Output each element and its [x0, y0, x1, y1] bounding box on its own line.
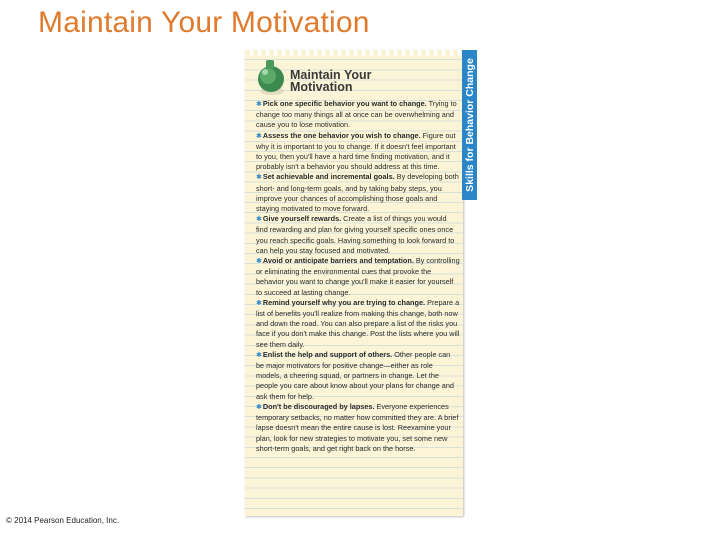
bullet-icon: ✱ [256, 216, 262, 224]
side-tab [462, 50, 477, 200]
bullet-icon: ✱ [256, 174, 262, 182]
slide-title: Maintain Your Motivation [38, 6, 370, 39]
behavior-change-card [245, 50, 463, 516]
tips-list [256, 99, 460, 454]
tip-lead: Don't be discouraged by lapses. [262, 401, 375, 411]
tip-text: Create a list of things you would find rewarding and plan for giving yourself specific ones once you reach specific goals. Having something to look forward to can help you stay focused and motivated. [256, 214, 455, 255]
tip-lead: Avoid or anticipate barriers and temptation. [262, 256, 414, 266]
tip-item [256, 131, 460, 173]
card-title-line-1: Maintain Your [290, 68, 372, 82]
tip-text: Prepare a list of benefits you'll realize from making this change, both now and down the road. You can also prepare a list of the risks you face if you don't make this change. Post the lists where you will see them daily. [256, 297, 460, 349]
bullet-icon: ✱ [256, 101, 262, 108]
card-title [290, 69, 372, 93]
tip-lead: Give yourself rewards. [262, 214, 342, 224]
tip-text: By controlling or eliminating the environmental cues that provoke the behavior you want to change you'll make it easier for yourself to succeed at lasting change. [256, 256, 460, 297]
copyright-notice: © 2014 Pearson Education, Inc. [6, 516, 120, 525]
tip-item [256, 99, 460, 131]
tip-text: Trying to change too many things all at once can be overwhelming and cause you to lose motivation. [256, 99, 457, 130]
tip-item [256, 350, 460, 402]
bullet-icon: ✱ [256, 299, 262, 307]
tip-lead: Assess the one behavior you wish to change. [262, 130, 421, 140]
tip-text: Figure out why it is important to you to change. If it doesn't feel important to you, then you'll have a hard time finding motivation, and it probably isn't a behavior you should address at this time. [256, 130, 456, 172]
tip-lead: Set achievable and incremental goals. [262, 172, 395, 182]
tip-item [256, 256, 460, 298]
pushpin-icon [251, 58, 289, 98]
tip-lead: Remind yourself why you are trying to change. [262, 297, 426, 307]
tip-lead: Pick one specific behavior you want to change. [262, 99, 427, 108]
card-title-line-2: Motivation [290, 80, 353, 94]
bullet-icon: ✱ [256, 403, 262, 411]
bullet-icon: ✱ [256, 258, 262, 266]
bullet-icon: ✱ [256, 351, 262, 359]
bullet-icon: ✱ [256, 132, 262, 140]
tip-item [256, 214, 460, 256]
tip-item [256, 172, 460, 214]
tip-text: By developing both short- and long-term goals, and by taking baby steps, you improve your chances of accomplishing those goals and staying motivated to move forward. [256, 172, 459, 214]
tip-item [256, 402, 460, 454]
tip-lead: Enlist the help and support of others. [262, 349, 393, 359]
tip-text: Everyone experiences temporary setbacks, no matter how committed they are. A brief lapse doesn't mean the entire cause is lost. Reexamine your plan, look for new strategies to motivate you, set some new short-term goals, and get right back on the horse. [256, 401, 459, 453]
tip-item [256, 298, 460, 350]
tip-text: Other people can be major motivators for positive change—either as role models, a cheering squad, or partners in change. Let the people you care about know about your plans for change and ask them for help. [256, 349, 454, 401]
side-tab-label: Skills for Behavior Change [463, 58, 476, 192]
